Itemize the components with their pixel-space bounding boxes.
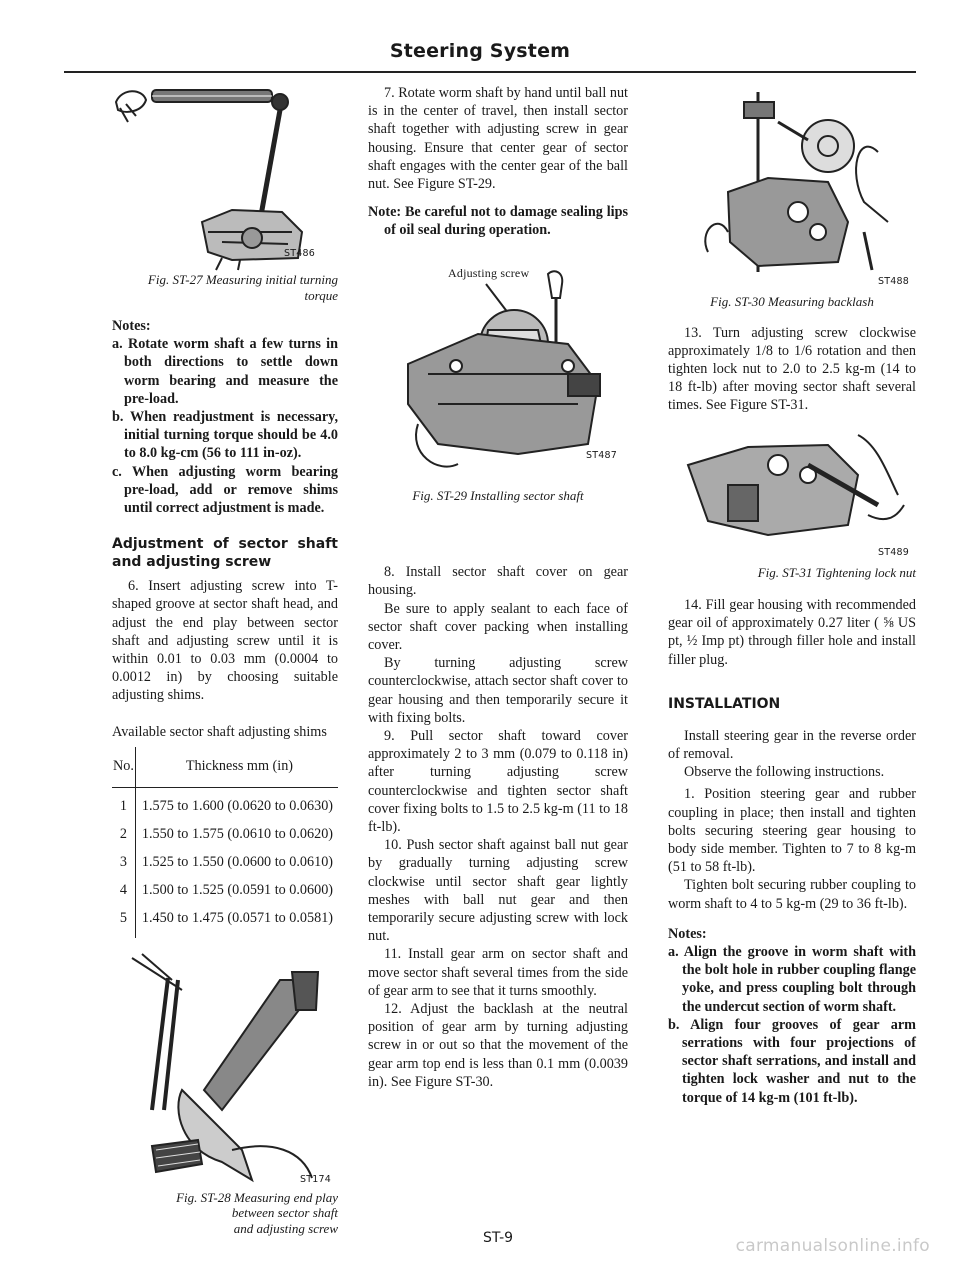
figure-st28 [112,950,338,1190]
lock-nut-illustration [668,425,916,545]
step-11: 11. Install gear arm on sector shaft and move sector shaft several times from the side of gear arm to see that it turns smoothly. [368,946,628,999]
figure-st27 [112,82,338,272]
shim-table [112,747,338,938]
notes-title: Notes: [668,925,707,942]
step-8-cover: By turning adjusting screw counterclockwise, attach sector shaft cover to gear housing and then temporarily secure it with fixing bolts. [368,655,628,726]
step-9: 9. Pull sector shaft toward cover approximately 2 to 3 mm (0.079 to 0.118 in) after turning adjusting screw counterclockwise and tighten sector shaft cover fixing bolts to 1.5 to 2.5 kg-m (11 to 18 ft-lb). [368,727,628,835]
step-13: 13. Turn adjusting screw clockwise approximately 1/8 to 1/6 rotation and then tighten lock nut to 2.0 to 2.5 kg-m (14 to 18 ft-lb) after moving sector shaft several times. See Figure ST-31. [668,324,916,414]
table-row [112,849,338,877]
figure-st29 [368,254,628,482]
step-8: 8. Install sector shaft cover on gear housing. [368,564,628,599]
note-a: a. Rotate worm shaft a few turns in both directions to settle down worm bearing and measure the pre-load. [112,336,338,407]
table-header-no: No. [112,747,135,788]
figure-st30 [668,82,916,287]
watermark: carmanualsonline.info [735,1236,930,1256]
figure-caption: Fig. ST-31 Tightening lock nut [757,564,916,580]
step-7: 7. Rotate worm shaft by hand until ball nut is in the center of travel, then install sector shaft together with adjusting screw in gear housing. Ensure that center gear of sector shaft engages with the center gear of the ball nut. See Figure ST-29. [368,85,628,193]
header-rule [64,71,916,73]
notes-title: Notes: [112,318,151,334]
step-8-sealant: Be sure to apply sealant to each face of sector shaft cover packing when installing cover. [368,600,628,653]
figure-code: ST174 [300,1173,331,1185]
page-number: ST-9 [482,1230,514,1246]
page-title: Steering System [389,40,571,62]
step-14: 14. Fill gear housing with recommended gear oil of approximately 0.27 liter ( ⅝ US pt, ½ Imp pt) through filler hole and install filler plug. [668,597,916,668]
backlash-illustration [668,82,916,282]
figure-code: ST488 [878,276,909,287]
install-observe: Observe the following instructions. [684,764,885,781]
figure-caption-cont: between sector shaft [231,1205,338,1221]
table-cell: 1.525 to 1.550 (0.0600 to 0.0610) [141,854,334,871]
note-b: b. When readjustment is necessary, initial turning torque should be 4.0 to 8.0 kg-cm (56 to 111 in-oz). [112,409,338,462]
column-left [112,82,338,1236]
note-c: c. When adjusting worm bearing pre-load, add or remove shims until correct adjustment is made. [112,463,338,517]
figure-code: ST486 [284,248,315,259]
table-row [112,877,338,905]
installation-heading: INSTALLATION [668,695,781,712]
figure-caption: Fig. ST-28 Measuring end play [176,1189,338,1205]
install-step-1-coupling: Tighten bolt securing rubber coupling to worm shaft to 4 to 5 kg-m (29 to 36 ft-lb). [668,877,916,912]
table-row [112,905,338,938]
figure-caption: Fig. ST-27 Measuring initial turning [147,272,338,287]
table-cell: 1.550 to 1.575 (0.0610 to 0.0620) [141,826,334,843]
install-note-b: b. Align four grooves of gear arm serrations with four projections of sector shaft serrations, and install and tighten lock washer and nut to the torque of 14 kg-m (101 ft-lb). [668,1016,916,1106]
figure-label-adjusting-screw: Adjusting screw [448,265,530,280]
column-right [668,82,916,1107]
table-cell: 3 [112,849,135,877]
figure-caption: Fig. ST-30 Measuring backlash [710,294,874,309]
sector-shaft-illustration [368,254,628,482]
step-6: 6. Insert adjusting screw into T-shaped groove at sector shaft head, and adjust the end play between sector shaft and adjusting screw until it is within 0.01 to 0.03 mm (0.0004 to 0.0012 in) by choosing suitable adjusting shims. [112,578,338,704]
figure-caption-cont: and adjusting screw [233,1220,338,1236]
table-row [112,821,338,849]
figure-caption: Fig. ST-29 Installing sector shaft [412,487,584,503]
install-note-a: a. Align the groove in worm shaft with the bolt hole in rubber coupling flange yoke, and press coupling bolt through the undercut section of worm shaft. [668,944,916,1015]
figure-code: ST489 [878,546,909,558]
figure-code: ST487 [586,449,617,461]
table-cell: 1 [112,787,135,821]
table-intro: Available sector shaft adjusting shims [112,723,327,740]
table-cell: 1.575 to 1.600 (0.0620 to 0.0630) [141,798,334,815]
torque-wrench-illustration [112,82,338,272]
figure-st31 [668,425,916,558]
install-intro: Install steering gear in the reverse order of removal. [668,727,916,763]
table-cell: 5 [112,905,135,938]
step-12: 12. Adjust the backlash at the neutral position of gear arm by turning adjusting screw in or out so that the movement of the gear arm top end is less than 0.1 mm (0.0039 in). See Figure ST-30. [368,1001,628,1090]
table-cell: 1.500 to 1.525 (0.0591 to 0.0600) [141,882,334,899]
table-header-thickness: Thickness mm (in) [135,747,338,788]
column-middle [368,84,628,1091]
end-play-illustration [112,950,338,1190]
note-seal: Note: Be careful not to damage sealing lips of oil seal during operation. [368,204,628,239]
table-cell: 4 [112,877,135,905]
table-cell: 2 [112,821,135,849]
install-step-1: 1. Position steering gear and rubber coupling in place; then install and tighten bolts securing steering gear housing to body side member. Tighten to 7 to 8 kg-m (51 to 58 ft-lb). [668,786,916,876]
table-header-row [112,747,338,788]
figure-caption-cont: torque [304,287,338,303]
table-cell: 1.450 to 1.475 (0.0571 to 0.0581) [141,910,334,927]
table-row [112,787,338,821]
step-10: 10. Push sector shaft against ball nut gear by gradually turning adjusting screw clockwise until sector shaft gear lightly meshes with ball nut gear and then temporarily secure adjusting screw with lock nut. [368,837,628,945]
section-heading: Adjustment of sector shaft and adjusting screw [112,536,338,571]
